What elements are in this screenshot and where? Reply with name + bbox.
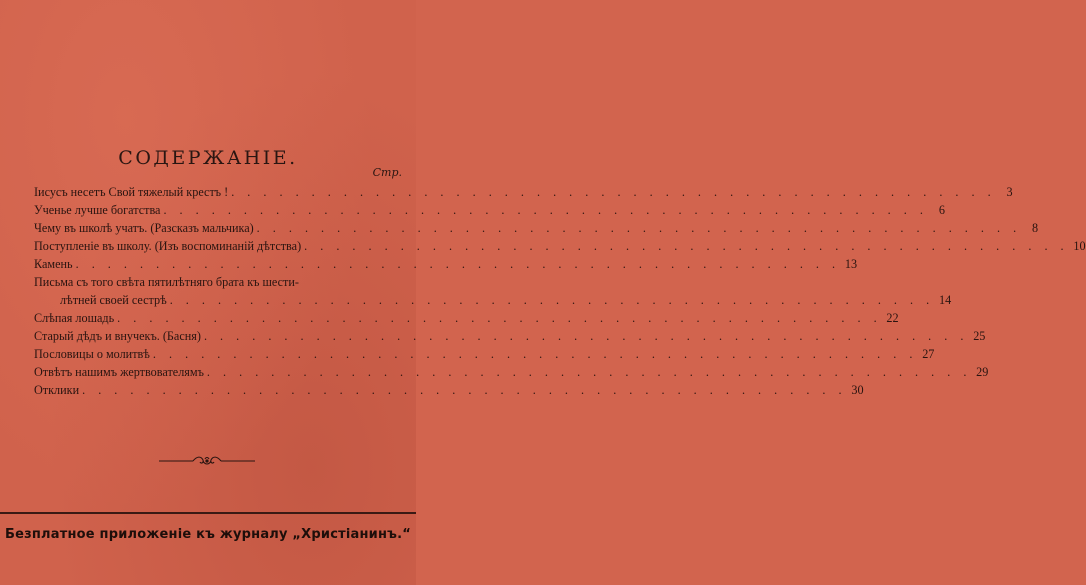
toc-entry-page: 14 (938, 293, 952, 307)
dot-leader (207, 363, 971, 381)
dot-leader (231, 183, 995, 201)
toc-entry-title: Отвѣтъ нашимъ жертвователямъ (34, 365, 204, 379)
table-of-contents (34, 183, 1086, 399)
toc-entry (34, 219, 1039, 237)
toc-entry-title: Камень (34, 257, 73, 271)
toc-entry-title: Слѣпая лошадь (34, 311, 115, 325)
toc-entry-title: Письма съ того свѣта пятилѣтняго брата къ шести- (34, 275, 299, 289)
dot-leader (153, 345, 917, 363)
toc-entry-page: 25 (973, 329, 986, 343)
toc-entry (34, 201, 945, 219)
dot-leader (304, 237, 1068, 255)
toc-entry-title: Старый дѣдъ и внучекъ. (Басня) (34, 329, 201, 343)
toc-entry (34, 309, 899, 327)
dot-leader (204, 327, 968, 345)
toc-entry-page: 10 (1073, 239, 1086, 253)
toc-entry-page: 30 (851, 383, 864, 397)
toc-entry-page: 27 (922, 347, 935, 361)
dot-leader (257, 219, 1021, 237)
toc-entry (34, 255, 858, 273)
dot-leader (163, 201, 927, 219)
page-title: СОДЕРЖАНІЕ. (118, 147, 298, 169)
toc-entry-page: 22 (886, 311, 899, 325)
decorative-flourish-icon (157, 455, 257, 467)
toc-entry-page: 8 (1032, 221, 1039, 235)
toc-entry-page: 13 (844, 257, 858, 271)
toc-entry-page: 3 (1006, 185, 1013, 199)
toc-entry-title: Поступленіе въ школу. (Изъ воспоминаній дѣтства) (34, 239, 302, 253)
toc-entry-title: Пословицы о молитвѣ (34, 347, 150, 361)
toc-entry (34, 237, 1086, 255)
toc-entry (34, 273, 402, 291)
dot-leader (76, 255, 840, 273)
toc-entry-title: Отклики (34, 383, 80, 397)
toc-entry-title: Іисусъ несетъ Свой тяжелый крестъ ! (34, 185, 229, 199)
dot-leader (117, 309, 881, 327)
toc-entry-title: Ученье лучше богатства (34, 203, 161, 217)
dot-leader (170, 291, 934, 309)
toc-entry (34, 345, 935, 363)
toc-entry-page: 6 (938, 203, 945, 217)
toc-entry-continuation (34, 291, 952, 309)
toc-entry-page: 29 (976, 365, 989, 379)
toc-entry (34, 381, 864, 399)
footer-divider (0, 512, 416, 514)
dot-leader (82, 381, 846, 399)
toc-entry (34, 363, 989, 381)
toc-entry (34, 183, 1013, 201)
toc-entry-title: Чему въ школѣ учатъ. (Разсказъ мальчика) (34, 221, 254, 235)
footer-caption: Безплатное приложеніе къ журналу „Христіанинъ.“ (4, 527, 411, 542)
page-column-header: Стр. (372, 166, 402, 179)
toc-entry-title-continued: лѣтней своей сестрѣ (60, 293, 167, 307)
toc-entry (34, 327, 986, 345)
